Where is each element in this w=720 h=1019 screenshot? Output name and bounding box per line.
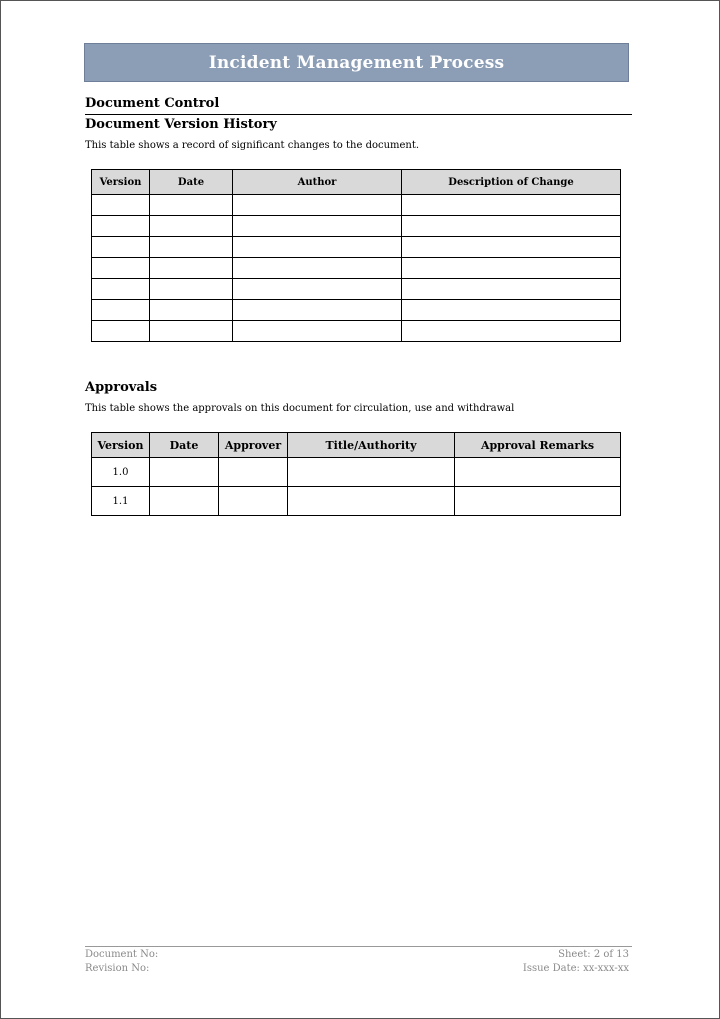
page-title: Incident Management Process [208,52,505,73]
table-cell[interactable] [233,321,402,342]
table-cell[interactable] [219,487,288,516]
footer-document-no: Document No: [85,949,159,960]
column-header-author: Author [233,170,402,195]
footer-divider [85,946,632,947]
table-cell[interactable] [92,216,150,237]
column-header-title-authority: Title/Authority [288,433,455,458]
table-cell[interactable] [233,216,402,237]
table-cell[interactable] [288,458,455,487]
table-cell[interactable] [150,487,219,516]
approvals-description: This table shows the approvals on this document for circulation, use and withdrawal [85,403,515,414]
table-cell[interactable] [402,279,621,300]
table-cell[interactable] [150,216,233,237]
table-row [92,216,621,237]
approvals-header-row [92,433,621,458]
approvals-heading: Approvals [85,380,158,395]
table-cell[interactable] [288,487,455,516]
column-header-version: Version [92,170,150,195]
table-cell[interactable] [150,300,233,321]
table-cell[interactable]: 1.0 [92,458,150,487]
table-cell[interactable] [233,258,402,279]
table-cell[interactable] [402,321,621,342]
table-cell[interactable] [233,300,402,321]
table-cell[interactable] [219,458,288,487]
column-header-version: Version [92,433,150,458]
table-cell[interactable] [402,300,621,321]
page-title-banner [84,43,629,82]
table-cell[interactable] [92,321,150,342]
approvals-table [91,432,621,516]
table-cell[interactable] [150,458,219,487]
table-cell[interactable] [150,237,233,258]
table-row [92,258,621,279]
table-cell[interactable] [233,279,402,300]
table-cell[interactable] [92,195,150,216]
table-cell[interactable] [150,279,233,300]
table-row [92,195,621,216]
table-cell[interactable] [150,258,233,279]
column-header-description: Description of Change [402,170,621,195]
footer-revision-no: Revision No: [85,963,150,974]
document-control-heading: Document Control [85,96,220,111]
table-cell[interactable] [402,216,621,237]
table-cell[interactable] [150,195,233,216]
version-history-header-row [92,170,621,195]
table-row [92,487,621,516]
column-header-approver: Approver [219,433,288,458]
heading-divider [85,114,632,115]
table-cell[interactable] [233,237,402,258]
table-row [92,237,621,258]
table-cell[interactable] [92,237,150,258]
table-cell[interactable] [402,195,621,216]
table-cell[interactable] [92,279,150,300]
table-cell[interactable] [150,321,233,342]
table-row [92,321,621,342]
version-history-heading: Document Version History [85,117,277,132]
table-cell[interactable] [402,258,621,279]
column-header-date: Date [150,433,219,458]
table-cell[interactable] [402,237,621,258]
version-history-description: This table shows a record of significant changes to the document. [85,140,420,151]
column-header-date: Date [150,170,233,195]
table-cell[interactable] [455,487,621,516]
table-cell[interactable] [92,258,150,279]
table-cell[interactable]: 1.1 [92,487,150,516]
table-cell[interactable] [455,458,621,487]
footer-sheet-number: Sheet: 2 of 13 [558,949,629,960]
column-header-approval-remarks: Approval Remarks [455,433,621,458]
footer-issue-date: Issue Date: xx-xxx-xx [522,963,629,974]
table-row [92,458,621,487]
table-row [92,279,621,300]
table-row [92,300,621,321]
table-cell[interactable] [92,300,150,321]
version-history-table [91,169,621,342]
table-cell[interactable] [233,195,402,216]
